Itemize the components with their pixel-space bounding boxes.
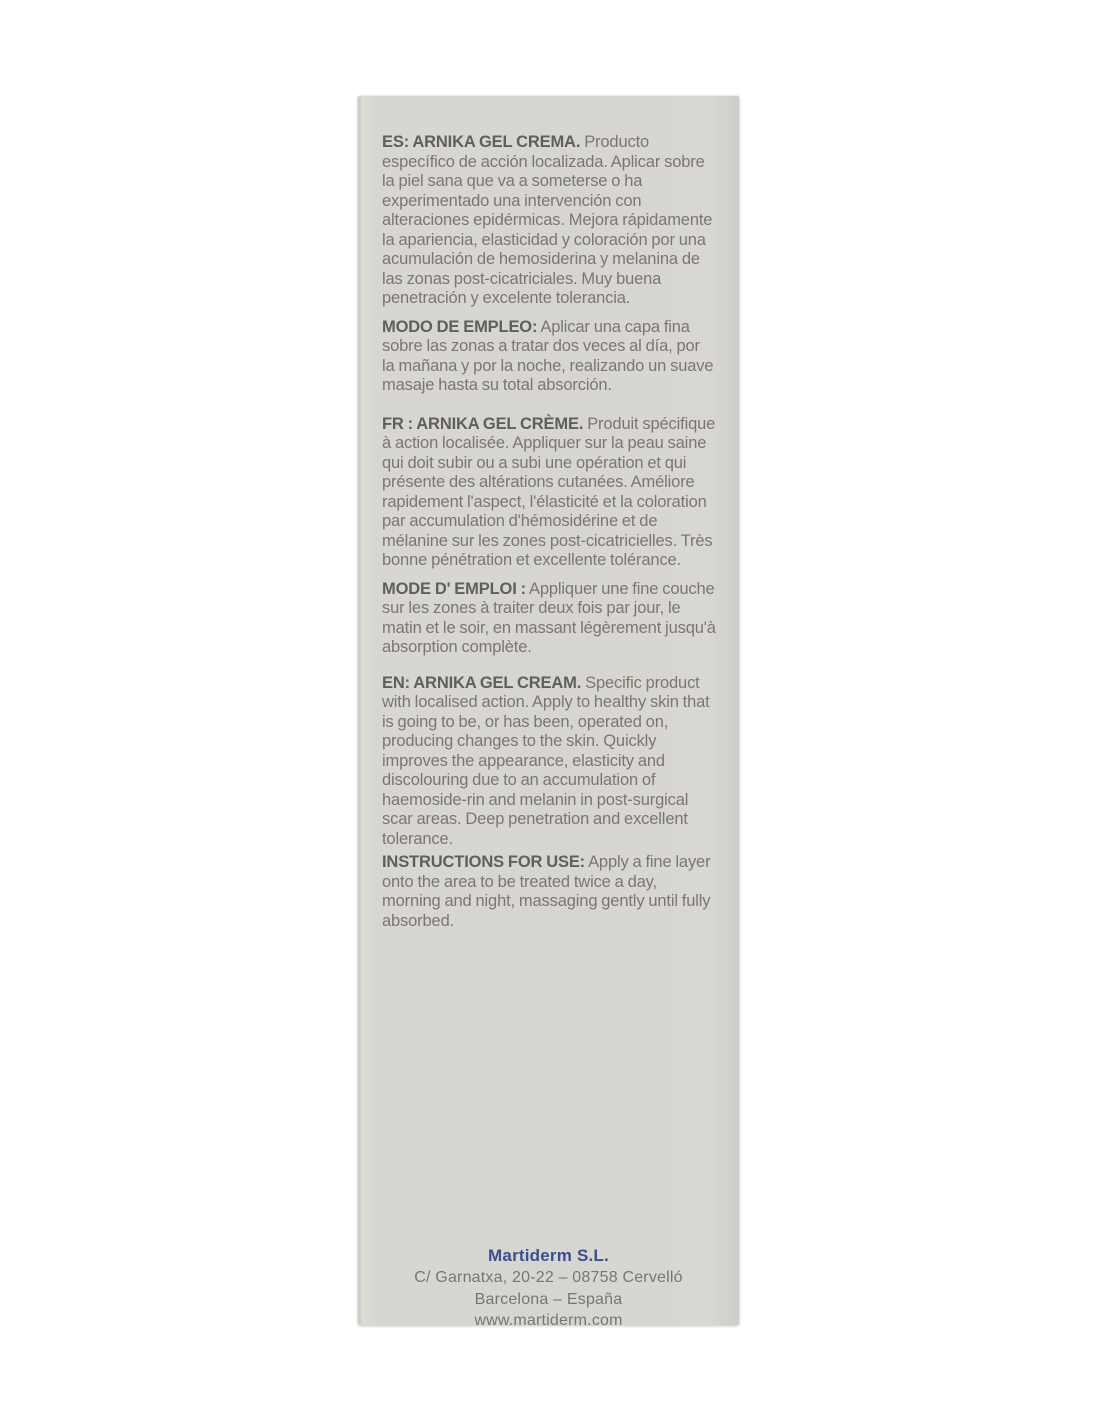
section-heading-instructions-for-use: INSTRUCTIONS FOR USE: xyxy=(382,853,586,871)
section-heading-es: ES: ARNIKA GEL CREMA. xyxy=(382,133,581,151)
section-body-modo-de-empleo: Aplicar una capa fina sobre las zonas a tratar dos veces al día, por la mañana y por la noche, realizando un suave masaje hasta su total absorción. xyxy=(382,317,714,394)
website-url: www.martiderm.com xyxy=(474,1312,623,1329)
label-text-block xyxy=(382,133,716,931)
label-section-instructions-for-use xyxy=(382,853,716,931)
section-heading-modo-de-empleo: MODO DE EMPLEO: xyxy=(382,317,538,336)
section-body-mode-d-emploi: Appliquer une fine couche sur les zones à traiter deux fois par jour, le matin et le soir, en massant légèrement jusqu'à absorption complète. xyxy=(382,579,716,656)
section-heading-fr: FR : ARNIKA GEL CRÈME. xyxy=(382,414,584,433)
section-heading-en: EN: ARNIKA GEL CREAM. xyxy=(382,673,582,692)
label-section-en xyxy=(382,674,716,850)
manufacturer-info xyxy=(358,1245,739,1332)
product-box-back-panel xyxy=(358,96,739,1329)
label-section-modo-de-empleo xyxy=(382,318,716,396)
section-body-en: Specific product with localised action. Apply to healthy skin that is going to be, or has been, operated on, producing changes to the skin. Quickly improves the appearance, elasticity and discolouring due to an accumulation of haemoside-rin and melanin in post-surgical scar areas. Deep penetration and excellent tolerance. xyxy=(382,673,710,848)
address-line-1: C/ Garnatxa, 20-22 – 08758 Cervelló xyxy=(414,1269,683,1286)
address-line-2: Barcelona – España xyxy=(474,1290,623,1308)
section-body-fr: Produit spécifique à action localisée. Appliquer sur la peau saine qui doit subir ou a subi une opération et qui présente des altérations cutanées. Améliore rapidement l'aspect, l'élasticité et la coloration par accumulation d'hémosidérine et de mélanine sur les zones post-cicatricielles. Très bonne pénétration et excellente tolérance. xyxy=(382,414,716,569)
label-section-fr xyxy=(382,415,716,571)
section-heading-mode-d-emploi: MODE D' EMPLOI : xyxy=(382,579,526,598)
label-section-mode-d-emploi xyxy=(382,580,716,658)
section-body-es: Producto específico de acción localizada. Aplicar sobre la piel sana que va a someterse o ha experimentado una intervención con alteraciones epidérmicas. Mejora rápidamente la apariencia, elasticidad y coloración por una acumulación de hemosiderina y melanina de las zonas post-cicatriciales. Muy buena penetración y excelente tolerancia. xyxy=(382,133,713,307)
label-section-es xyxy=(382,133,716,309)
company-name: Martiderm S.L. xyxy=(488,1246,609,1265)
section-body-instructions-for-use: Apply a fine layer onto the area to be treated twice a day, morning and night, massaging gently until fully absorbed. xyxy=(382,853,711,930)
